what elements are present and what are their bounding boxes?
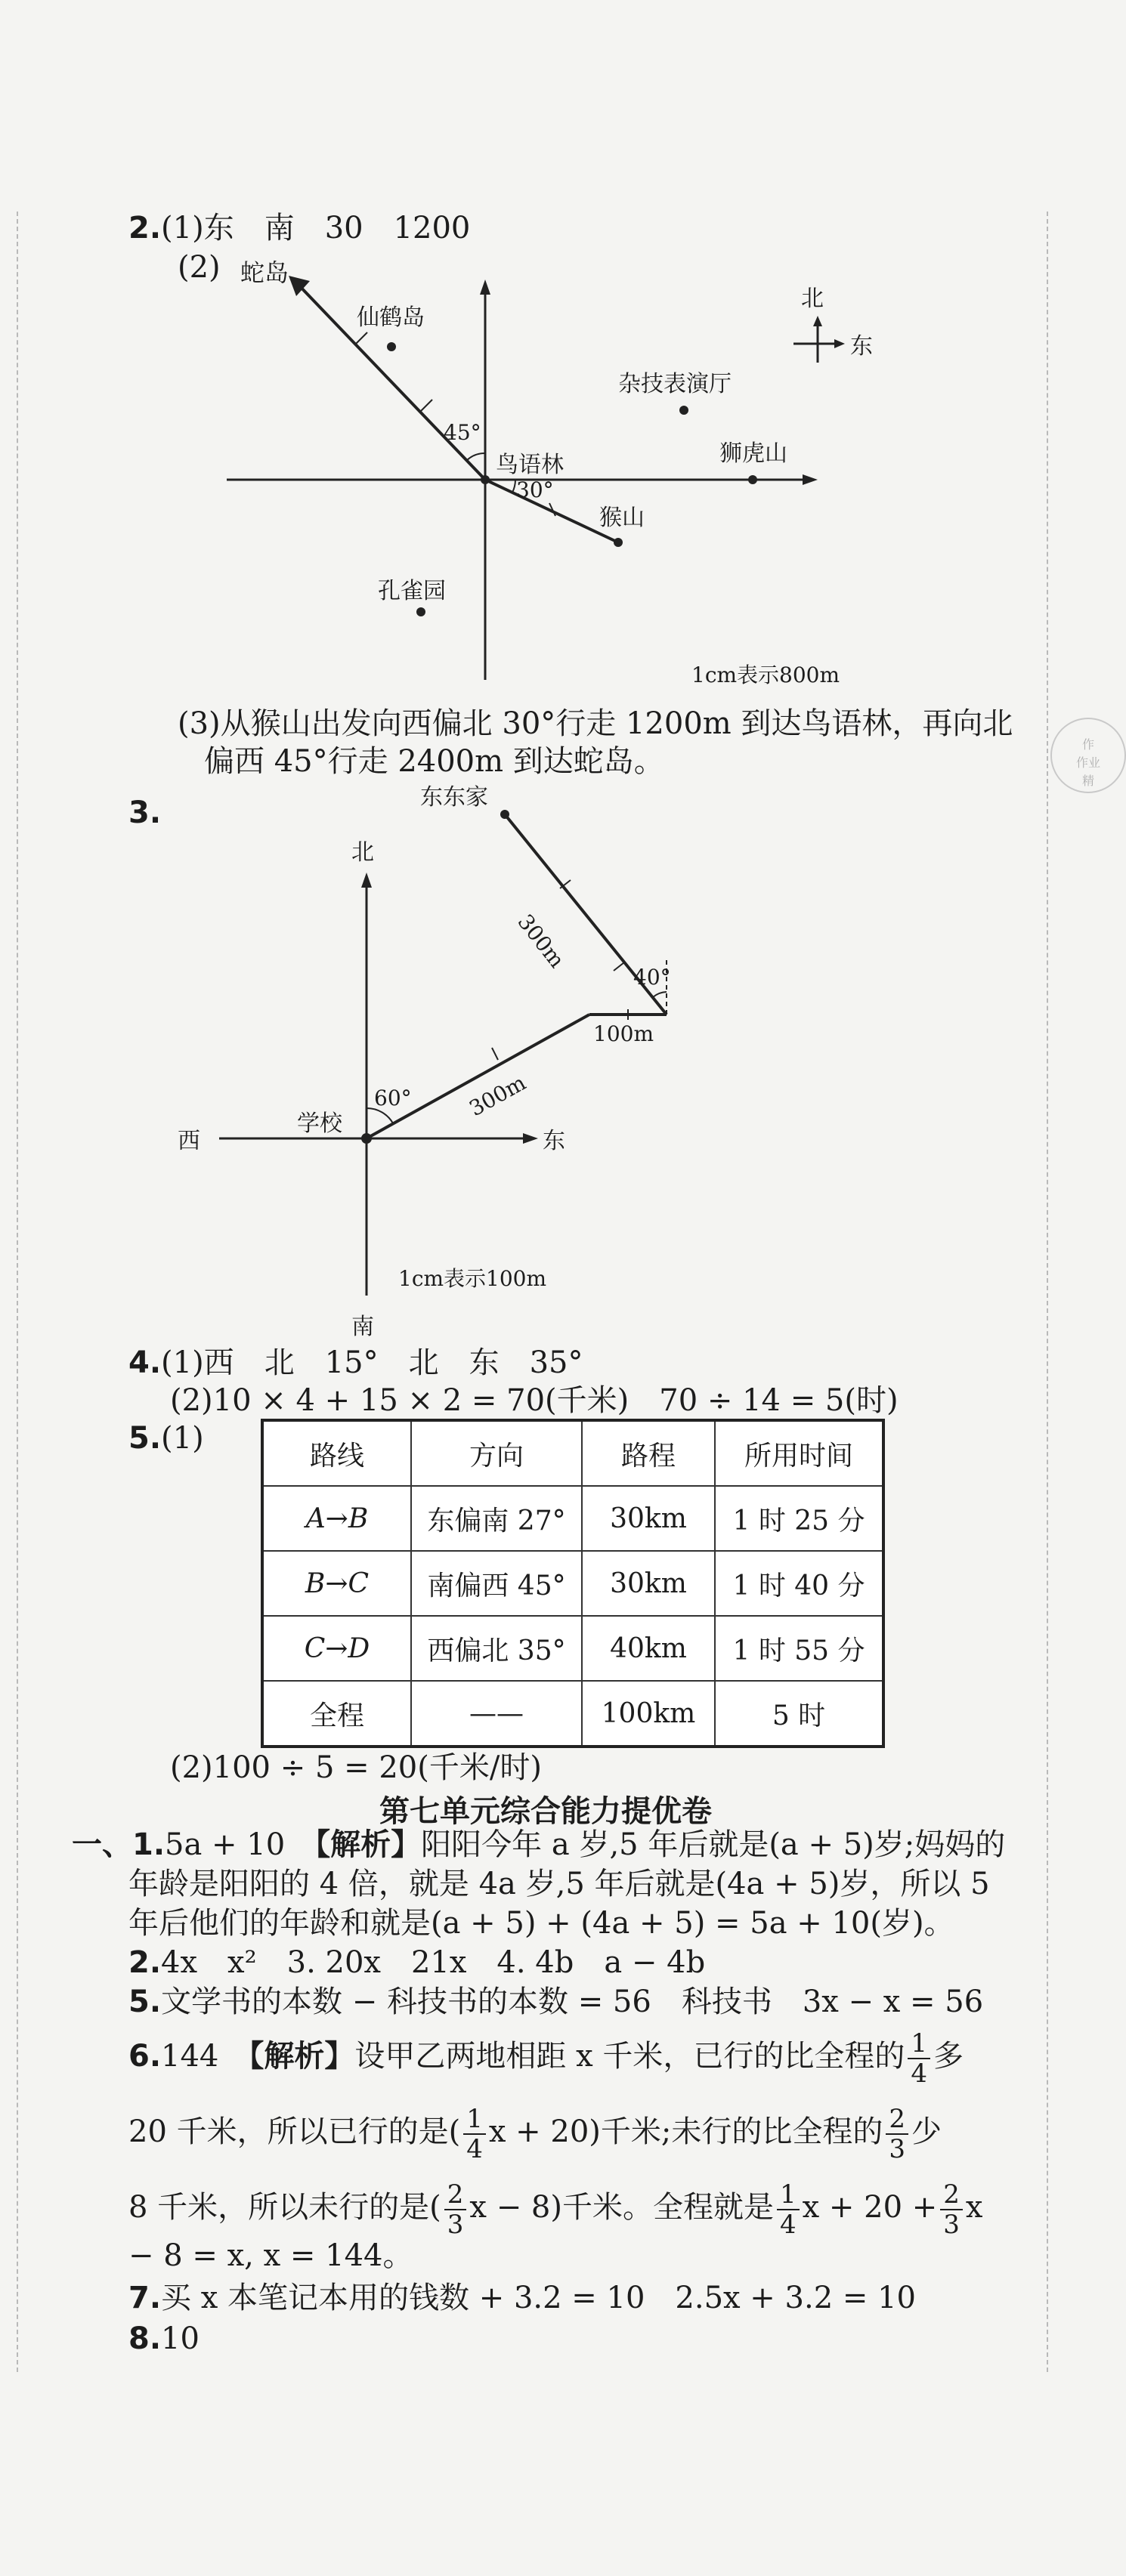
table-cell: —— [411,1681,582,1747]
s1-q5: 5.文学书的本数 − 科技书的本数 = 56 科技书 3x − x = 56 [128,1985,984,2019]
compass-label-east: 东 [850,333,873,360]
label-acrobat-hall: 杂技表演厅 [618,371,732,397]
q5-part1: 5.(1) [128,1421,204,1456]
label-south: 南 [351,1314,374,1340]
label-monkey-hill: 猴山 [599,505,645,531]
q3-tick-1 [492,1048,498,1060]
q5-part2: (2)100 ÷ 5 = 20(千米/时) [170,1750,542,1785]
school-point [361,1133,372,1144]
s1-q6-line2: 20 千米，所以已行的是( $\frac{1}{4}$ x + 20)千米;未行的比全程的 $\frac{2}{3}$ 少 [128,2104,942,2164]
label-crane-island: 仙鹤岛 [357,304,425,331]
fraction-one-quarter: $\frac{1}{4}$ [777,2180,800,2239]
table-cell: 全程 [262,1681,411,1747]
fraction-one-quarter: $\frac{1}{4}$ [463,2105,486,2164]
s1-q1-line2: 年龄是阳阳的 4 倍，就是 4a 岁,5 年后就是(4a + 5)岁，所以 5 [128,1867,990,1901]
q2-part2-label: (2) [178,250,221,285]
angle-40-arc [653,992,667,997]
s1-q6-line3: 8 千米，所以未行的是( $\frac{2}{3}$ x − 8)千米。全程就是 $\frac{1}{4}$ x + 20 + $\frac{2}{3}$ x [128,2179,983,2240]
compass-label-north: 北 [801,286,824,312]
label-dist-300-upper: 300m [512,909,570,973]
s1-q8: 8.10 [128,2321,200,2356]
q4-part2: (2)10 × 4 + 15 × 2 = 70(千米) 70 ÷ 14 = 5(时) [170,1383,899,1418]
map-scale: 1cm表示800m [691,663,840,687]
label-peacock-garden: 孔雀园 [378,578,446,604]
label-lion-tiger-hill: 狮虎山 [719,440,787,467]
table-row [262,1551,883,1616]
table-cell: 西偏北 35° [411,1616,582,1681]
table-row [262,1681,883,1747]
table-cell: C→D [262,1616,411,1681]
label-snake-island: 蛇岛 [240,258,289,287]
label-dongdong-home: 东东家 [420,784,488,811]
fraction-one-quarter: $\frac{1}{4}$ [908,2029,930,2088]
s1-q6-line1: 6.144 【解析】设甲乙两地相距 x 千米，已行的比全程的 $\frac{1}{4}$ 多 [128,2028,964,2089]
table-cell: 30km [582,1551,715,1616]
q3-number: 3. [128,795,162,830]
table-header: 路线 [262,1420,411,1486]
route-scale: 1cm表示100m [398,1266,547,1291]
q3-north-arrow [361,873,372,888]
dongdong-home-point [500,810,509,819]
label-angle-30: 30° [516,477,554,502]
table-header-row [262,1420,883,1486]
table-cell: 1 时 25 分 [715,1486,883,1551]
q4-part1: 4.(1)西 北 15° 北 东 35° [128,1345,583,1380]
table-row [262,1486,883,1551]
label-angle-45: 45° [444,420,481,445]
table-cell: 1 时 40 分 [715,1551,883,1616]
table-cell: 100km [582,1681,715,1747]
label-west: 西 [178,1128,200,1154]
table-cell: A→B [262,1486,411,1551]
label-dist-100: 100m [593,1021,654,1046]
table-header: 所用时间 [715,1420,883,1486]
table-header: 路程 [582,1420,715,1486]
s1-q1-line1: 一、1.5a + 10 【解析】阳阳今年 a 岁,5 年后就是(a + 5)岁;妈妈的 [72,1827,1006,1862]
table-cell: 1 时 55 分 [715,1616,883,1681]
label-east: 东 [543,1128,565,1154]
q3-east-arrow [523,1133,538,1144]
label-bird-forest: 鸟语林 [496,452,564,478]
q2-part3-line1: (3)从猴山出发向西偏北 30°行走 1200m 到达鸟语林，再向北 [178,706,1013,741]
watermark-stamp: 作 作业 精 [1050,718,1126,793]
table-cell: 30km [582,1486,715,1551]
table-cell: B→C [262,1551,411,1616]
table-cell: 南偏西 45° [411,1551,582,1616]
table-header: 方向 [411,1420,582,1486]
s1-q7: 7.买 x 本笔记本用的钱数 + 3.2 = 10 2.5x + 3.2 = 10 [128,2281,916,2315]
label-angle-40: 40° [633,965,671,990]
table-row [262,1616,883,1681]
table-cell: 5 时 [715,1681,883,1747]
q3-tick-2 [614,962,624,971]
label-dist-300-lower: 300m [465,1070,531,1122]
s1-q6-line4: − 8 = x, x = 144。 [128,2238,413,2273]
label-school: 学校 [297,1110,342,1137]
fraction-two-thirds: $\frac{2}{3}$ [940,2180,963,2239]
s1-q2-q4: 2.4x x² 3. 20x 21x 4. 4b a − 4b [128,1945,706,1980]
s1-q1-line3: 年后他们的年龄和就是(a + 5) + (4a + 5) = 5a + 10(岁)。 [128,1906,954,1941]
q2-part1: 2.(1)东 南 30 1200 [128,211,471,246]
q2-part3-line2: 偏西 45°行走 2400m 到达蛇岛。 [204,744,664,779]
fraction-two-thirds: $\frac{2}{3}$ [886,2105,908,2164]
table-cell: 40km [582,1616,715,1681]
fraction-two-thirds: $\frac{2}{3}$ [444,2180,467,2239]
label-north: 北 [351,839,374,866]
route-table [261,1419,885,1748]
unit-title: 第七单元综合能力提优卷 [379,1793,712,1829]
label-angle-60: 60° [374,1086,412,1110]
table-cell: 东偏南 27° [411,1486,582,1551]
